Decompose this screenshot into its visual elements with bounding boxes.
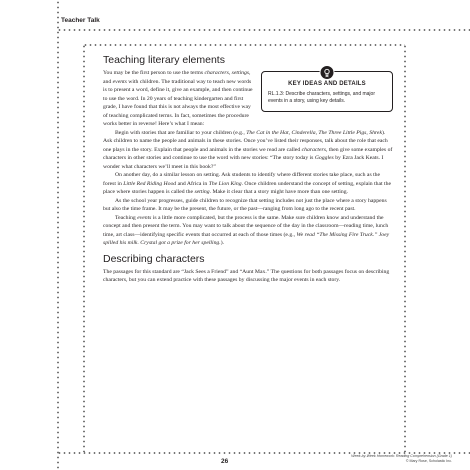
key-ideas-standard-text: RL.1.3: Describe characters, settings, and major events in a story, using key details. [268,91,375,104]
paragraph-events: Teaching events is a little more complicated, but the process is the same. Make sure children know and understand the concept and then present the term. You may want to talk about the sequence of the day in the classroom—reading time, lunch time, art class—identifying specific events that occurred at each of those times (e.g., We read “The Missing Fire Truck.” Joey spilled his milk. Crystal got a prize for her spelling.). [103,214,390,246]
content-box-right-border [404,44,406,452]
main-content [103,52,393,285]
key-ideas-title: KEY IDEAS AND DETAILS [288,81,366,87]
key-ideas-box [261,71,393,112]
paragraph-characters: Begin with stories that are familiar to your children (e.g., The Cat in the Hat, Cinderella, The Three Little Pigs, Shrek). Ask children to name the people and animals in these stories. Once you’ve listed their responses, talk about the role that each one plays in the story. Explain that people and animals in the stories we read are called characters, then give some examples of characters in other stories and continue to use the word with new stories: “The story today is Goggles by Ezra Jack Keats. I wonder what characters we’ll meet in this book?” [103,129,393,170]
left-dotted-border [57,0,59,470]
page-number: 26 [221,458,229,465]
footer-book-title: Week-by-Week Homework: Reading Comprehension (Grade 1) [351,454,452,458]
section-header: Teacher Talk [61,17,100,24]
footer-credit [351,454,452,464]
paragraph-intro: You may be the first person to use the terms characters, settings, and events with children. The traditional way to teach new words is to present a word, define it, give an example, and then continue to use the word. In 20 years of teaching kindergarten and first grade, I have found that this is not always the most effective way of teaching complicated terms. In fact, sometimes the procedure works better in reverse! Here’s what I mean: [103,70,253,127]
paragraph-setting: On another day, do a similar lesson on setting. Ask students to identify where different stories take place, such as the forest in Little Red Riding Hood and Africa in The Lion King. Once children understand the concept of setting, explain that the place where stories happen is called the setting. Make it clear that a story might have more than one setting. [103,172,391,195]
paragraph-time-frame: As the school year progresses, guide children to recognize that setting includes not just the place where a story happens but also the time frame. It may be the present, the future, or the past—ranging from long ago to the recent past. [103,197,387,212]
content-box-top-border [83,44,405,46]
top-dotted-rule [57,29,470,31]
footer-copyright: © Mary Rose, Scholastic Inc. [405,459,452,463]
heading-teaching-literary-elements: Teaching literary elements [103,54,225,66]
key-ideas-icon [320,65,335,80]
content-box-left-border [83,44,85,452]
paragraph-passages: The passages for this standard are “Jack Sees a Friend” and “Aunt Max.” The questions for both passages focus on describing characters, but you can extend practice with these passages by discussing the major events in each story. [103,268,390,283]
heading-describing-characters: Describing characters [103,252,205,265]
